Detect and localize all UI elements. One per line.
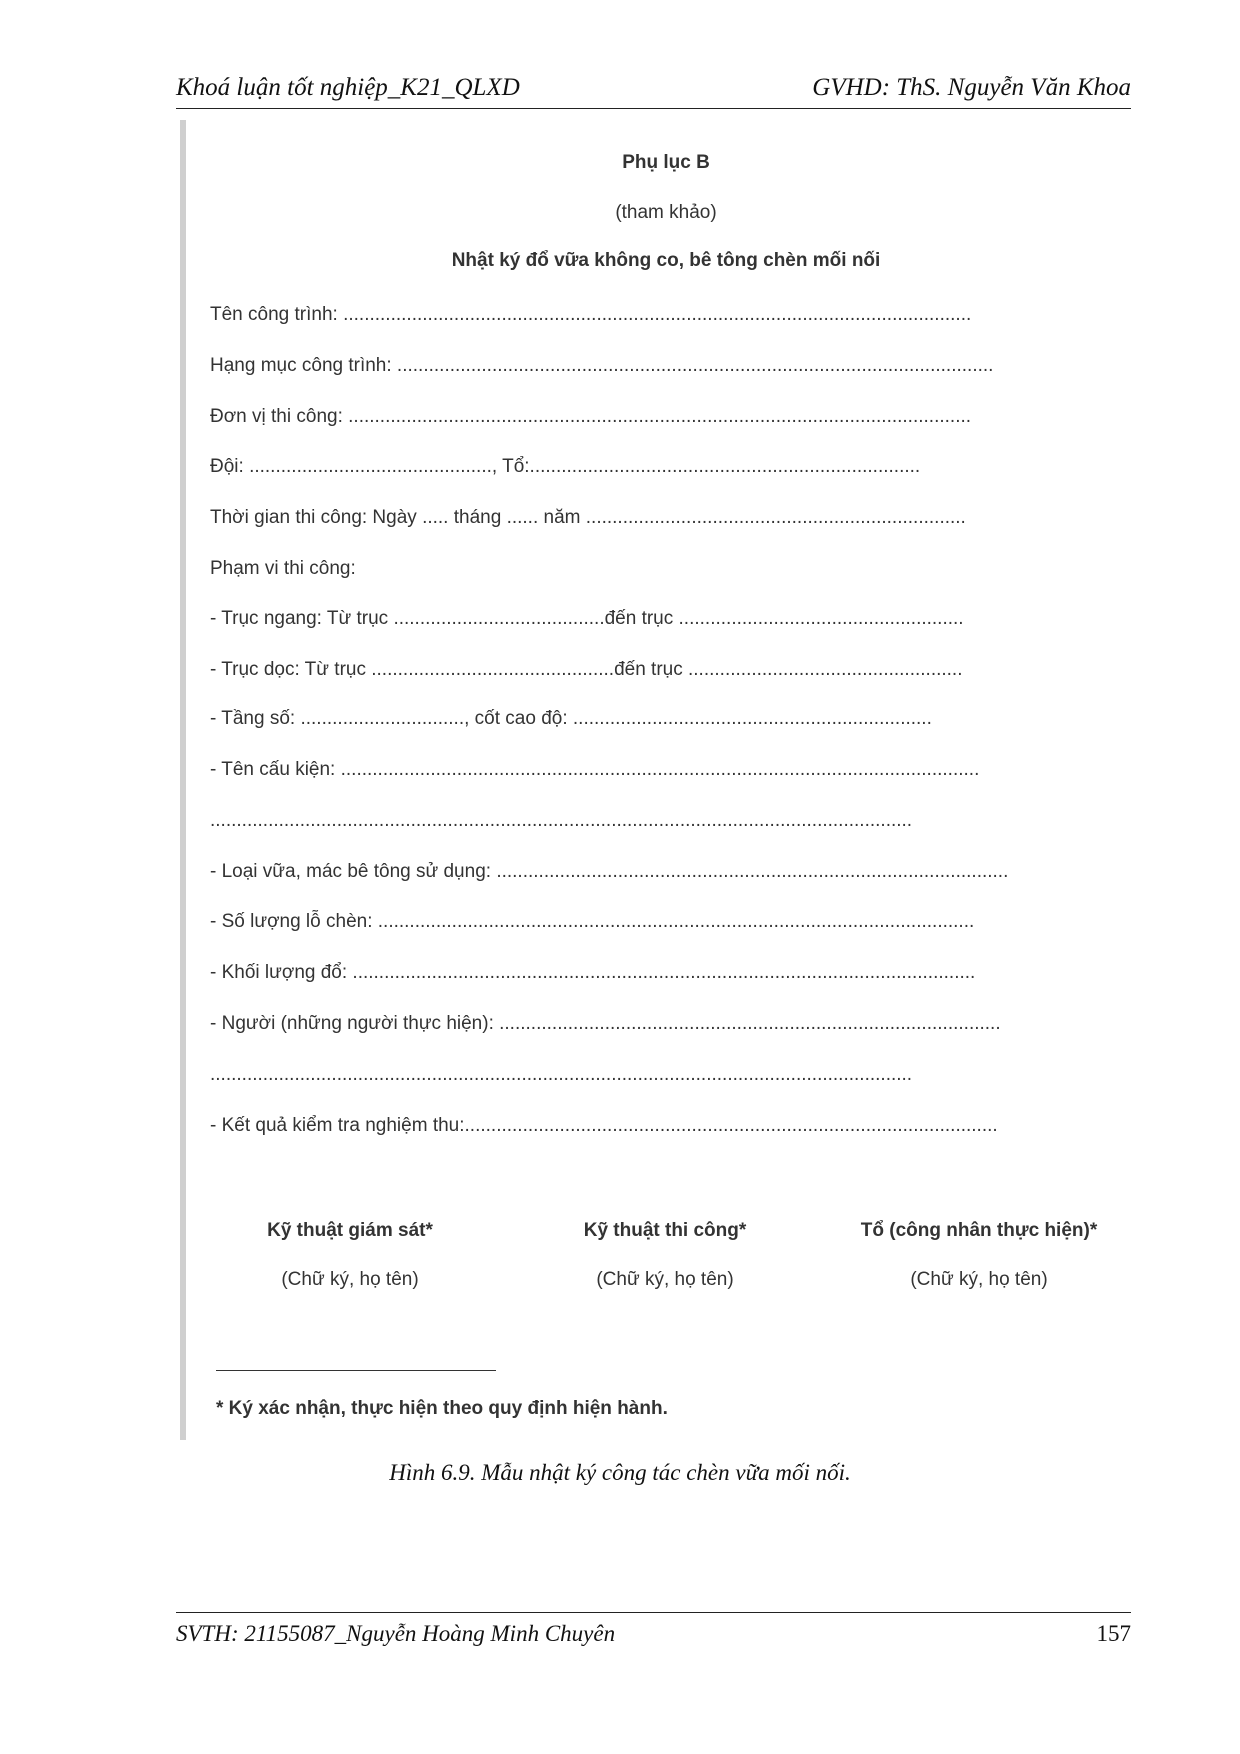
signature-hint: (Chữ ký, họ tên) [281, 1269, 419, 1290]
signature-role: Tổ (công nhân thực hiện)* [860, 1220, 1098, 1241]
form-title: Nhật ký đổ vữa không co, bê tông chèn mối nối [451, 250, 881, 271]
appendix-form-figure [180, 120, 1146, 1440]
field-component-name: - Tên cấu kiện: ......................................................................................................................... [210, 759, 980, 780]
signature-role: Kỹ thuật giám sát* [267, 1220, 433, 1241]
field-component-name-cont: ..................................................................................................................................... [210, 810, 913, 831]
student-info: SVTH: 21155087_Nguyễn Hoàng Minh Chuyên [176, 1621, 616, 1646]
field-team: Đội: .............................................., Tổ:.......................................................................... [210, 456, 921, 477]
page-footer [176, 1612, 1131, 1646]
thesis-title: Khoá luận tốt nghiệp_K21_QLXD [176, 74, 520, 101]
signature-hint: (Chữ ký, họ tên) [910, 1269, 1048, 1290]
field-pour-volume: - Khối lượng đổ: ...................................................................................................................... [210, 962, 976, 983]
field-performers-cont: ..................................................................................................................................... [210, 1064, 913, 1085]
field-inspection-result: - Kết quả kiểm tra nghiệm thu:..................................................................................................... [210, 1115, 998, 1136]
footnote: * Ký xác nhận, thực hiện theo quy định hiện hành. [216, 1398, 668, 1419]
page-header [176, 72, 1131, 109]
field-floor-level: - Tầng số: ..............................., cốt cao độ: .................................................................... [210, 708, 932, 729]
field-scope-heading: Phạm vi thi công: [210, 558, 356, 579]
advisor-name: GVHD: ThS. Nguyễn Văn Khoa [812, 74, 1131, 101]
footnote-divider [216, 1370, 496, 1371]
signature-supervisor [190, 1220, 510, 1291]
appendix-label: Phụ lục B [622, 152, 710, 173]
field-hole-count: - Số lượng lỗ chèn: ................................................................................................................. [210, 911, 975, 932]
field-vertical-axis: - Trục dọc: Từ trục ..............................................đến trục .................................................... [210, 659, 963, 680]
field-horizontal-axis: - Trục ngang: Từ trục ........................................đến trục ...................................................... [210, 608, 964, 629]
signature-construction-engineer [505, 1220, 825, 1291]
signature-workers [819, 1220, 1139, 1291]
reference-label: (tham khảo) [615, 202, 717, 223]
field-construction-time: Thời gian thi công: Ngày ..... tháng ...... năm ........................................................................ [210, 507, 966, 528]
signature-hint: (Chữ ký, họ tên) [596, 1269, 734, 1290]
page-number: 157 [1096, 1621, 1131, 1646]
figure-caption: Hình 6.9. Mẫu nhật ký công tác chèn vữa mối nối. [389, 1460, 851, 1485]
field-mortar-type: - Loại vữa, mác bê tông sử dụng: ................................................................................................. [210, 861, 1009, 882]
signature-role: Kỹ thuật thi công* [583, 1220, 747, 1241]
field-performers: - Người (những người thực hiện): ............................................................................................... [210, 1013, 1001, 1034]
field-project-name: Tên công trình: ....................................................................................................................... [210, 304, 972, 325]
field-work-item: Hạng mục công trình: ................................................................................................................. [210, 355, 994, 376]
field-contractor: Đơn vị thi công: ...................................................................................................................... [210, 406, 972, 427]
